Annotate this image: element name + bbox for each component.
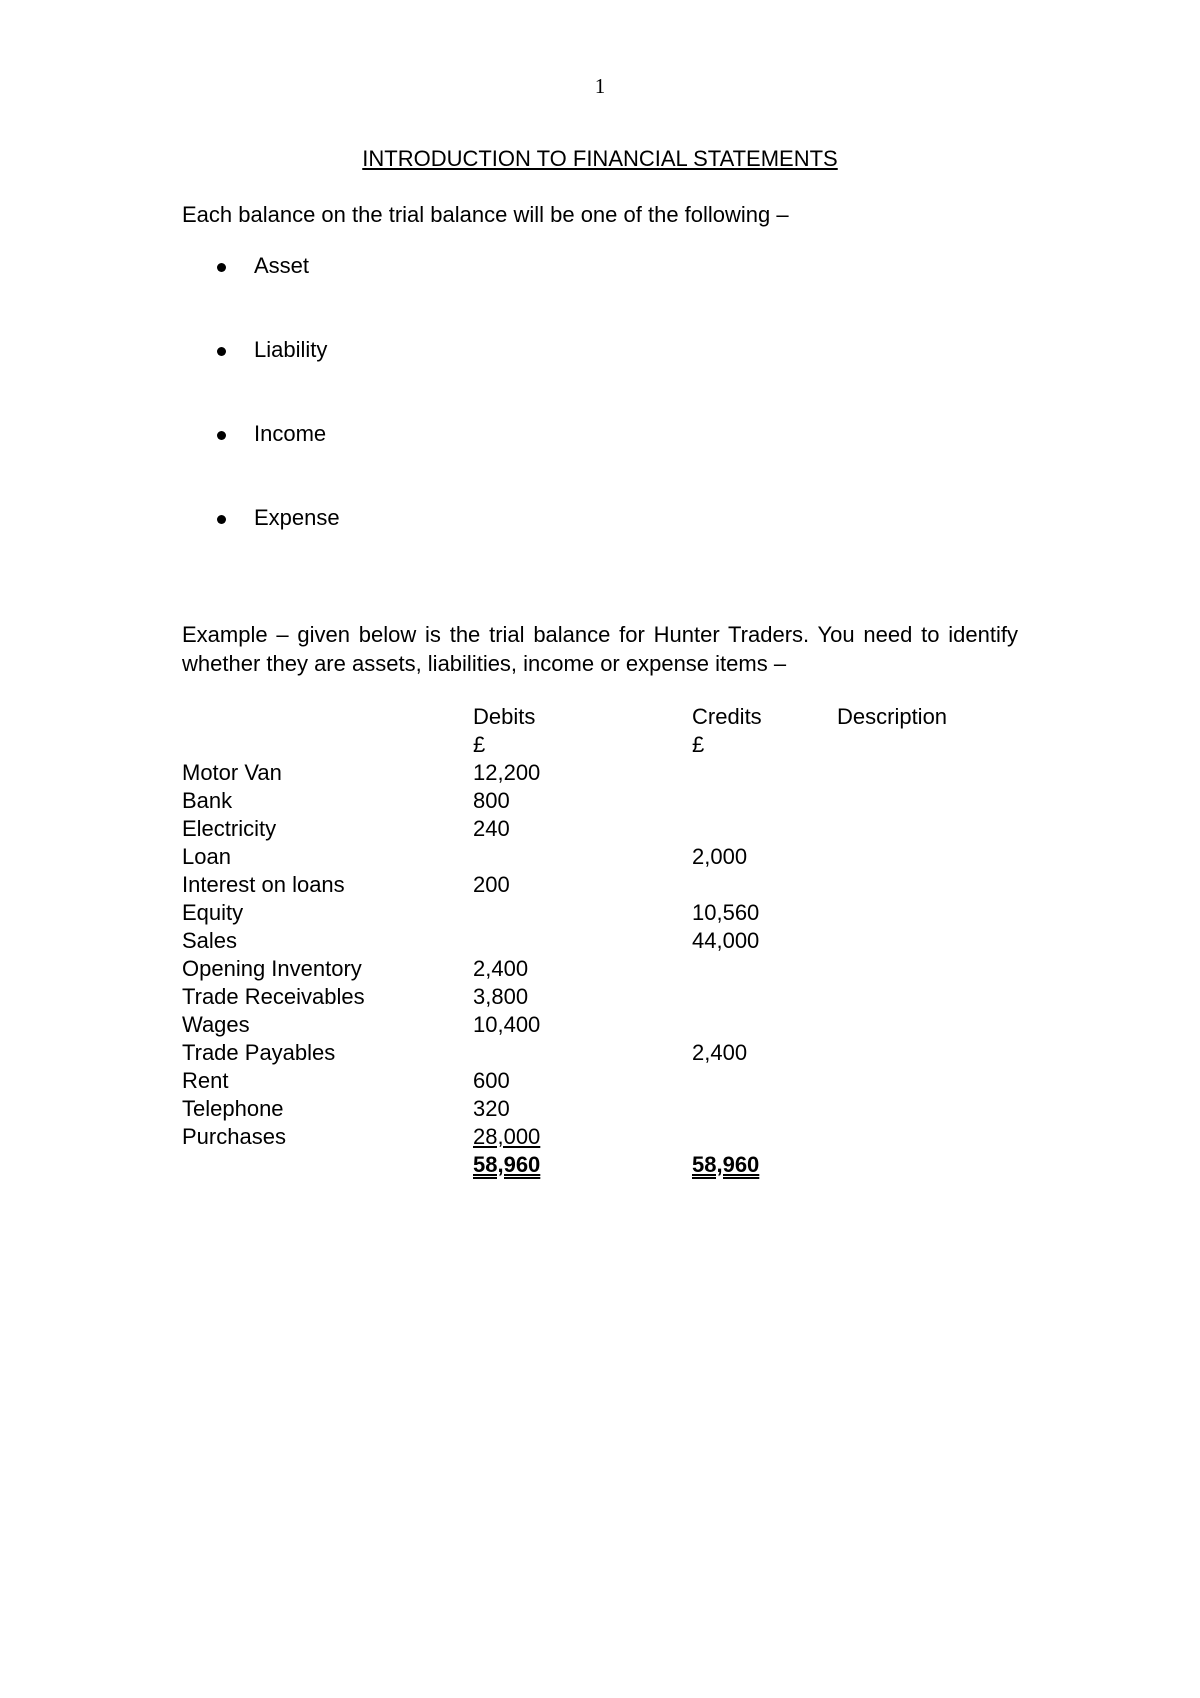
category-label: Expense [254,505,340,530]
credit-total: 58,960 [692,1152,760,1177]
bullet-icon [217,515,226,524]
credit-amount: 10,560 [692,900,760,925]
intro-paragraph: Each balance on the trial balance will be one of the following – [182,202,789,227]
account-name: Purchases [182,1124,286,1149]
account-name: Interest on loans [182,872,345,897]
debit-amount: 12,200 [473,760,541,785]
debit-amount: 10,400 [473,1012,541,1037]
debit-amount: 3,800 [473,984,529,1009]
description-header: Description [837,704,948,729]
example-paragraph: Example – given below is the trial balance for Hunter Traders. You need to identify whether they are assets, liabilities, income or expense items – [182,622,1018,676]
debit-amount: 200 [473,872,510,897]
page-title: INTRODUCTION TO FINANCIAL STATEMENTS [362,146,838,171]
debits-header: Debits [473,704,536,729]
list-item [182,252,340,336]
debit-amount: 28,000 [473,1124,541,1149]
list-item [182,420,340,504]
debit-total: 58,960 [473,1152,541,1177]
account-name: Sales [182,928,238,953]
page-number: 1 [594,74,606,98]
list-item [182,336,340,420]
list-item [182,504,340,588]
credits-currency: £ [692,732,705,757]
account-name: Trade Payables [182,1040,336,1065]
category-label: Income [254,421,327,446]
account-name: Trade Receivables [182,984,365,1009]
account-name: Opening Inventory [182,956,362,981]
debit-amount: 2,400 [473,956,529,981]
account-name: Motor Van [182,760,282,785]
debit-amount: 600 [473,1068,510,1093]
account-name: Equity [182,900,244,925]
account-name: Loan [182,844,231,869]
category-label: Liability [254,337,328,362]
account-name: Wages [182,1012,250,1037]
credit-amount: 2,000 [692,844,748,869]
account-name: Bank [182,788,233,813]
bullet-icon [217,347,226,356]
account-name: Telephone [182,1096,284,1121]
debit-amount: 800 [473,788,510,813]
credits-header: Credits [692,704,762,729]
debits-currency: £ [473,732,486,757]
debit-amount: 320 [473,1096,510,1121]
debit-amount: 240 [473,816,510,841]
category-list [182,252,340,588]
account-name: Electricity [182,816,277,841]
bullet-icon [217,263,226,272]
category-label: Asset [254,253,310,278]
bullet-icon [217,431,226,440]
account-name: Rent [182,1068,229,1093]
credit-amount: 44,000 [692,928,760,953]
credit-amount: 2,400 [692,1040,748,1065]
